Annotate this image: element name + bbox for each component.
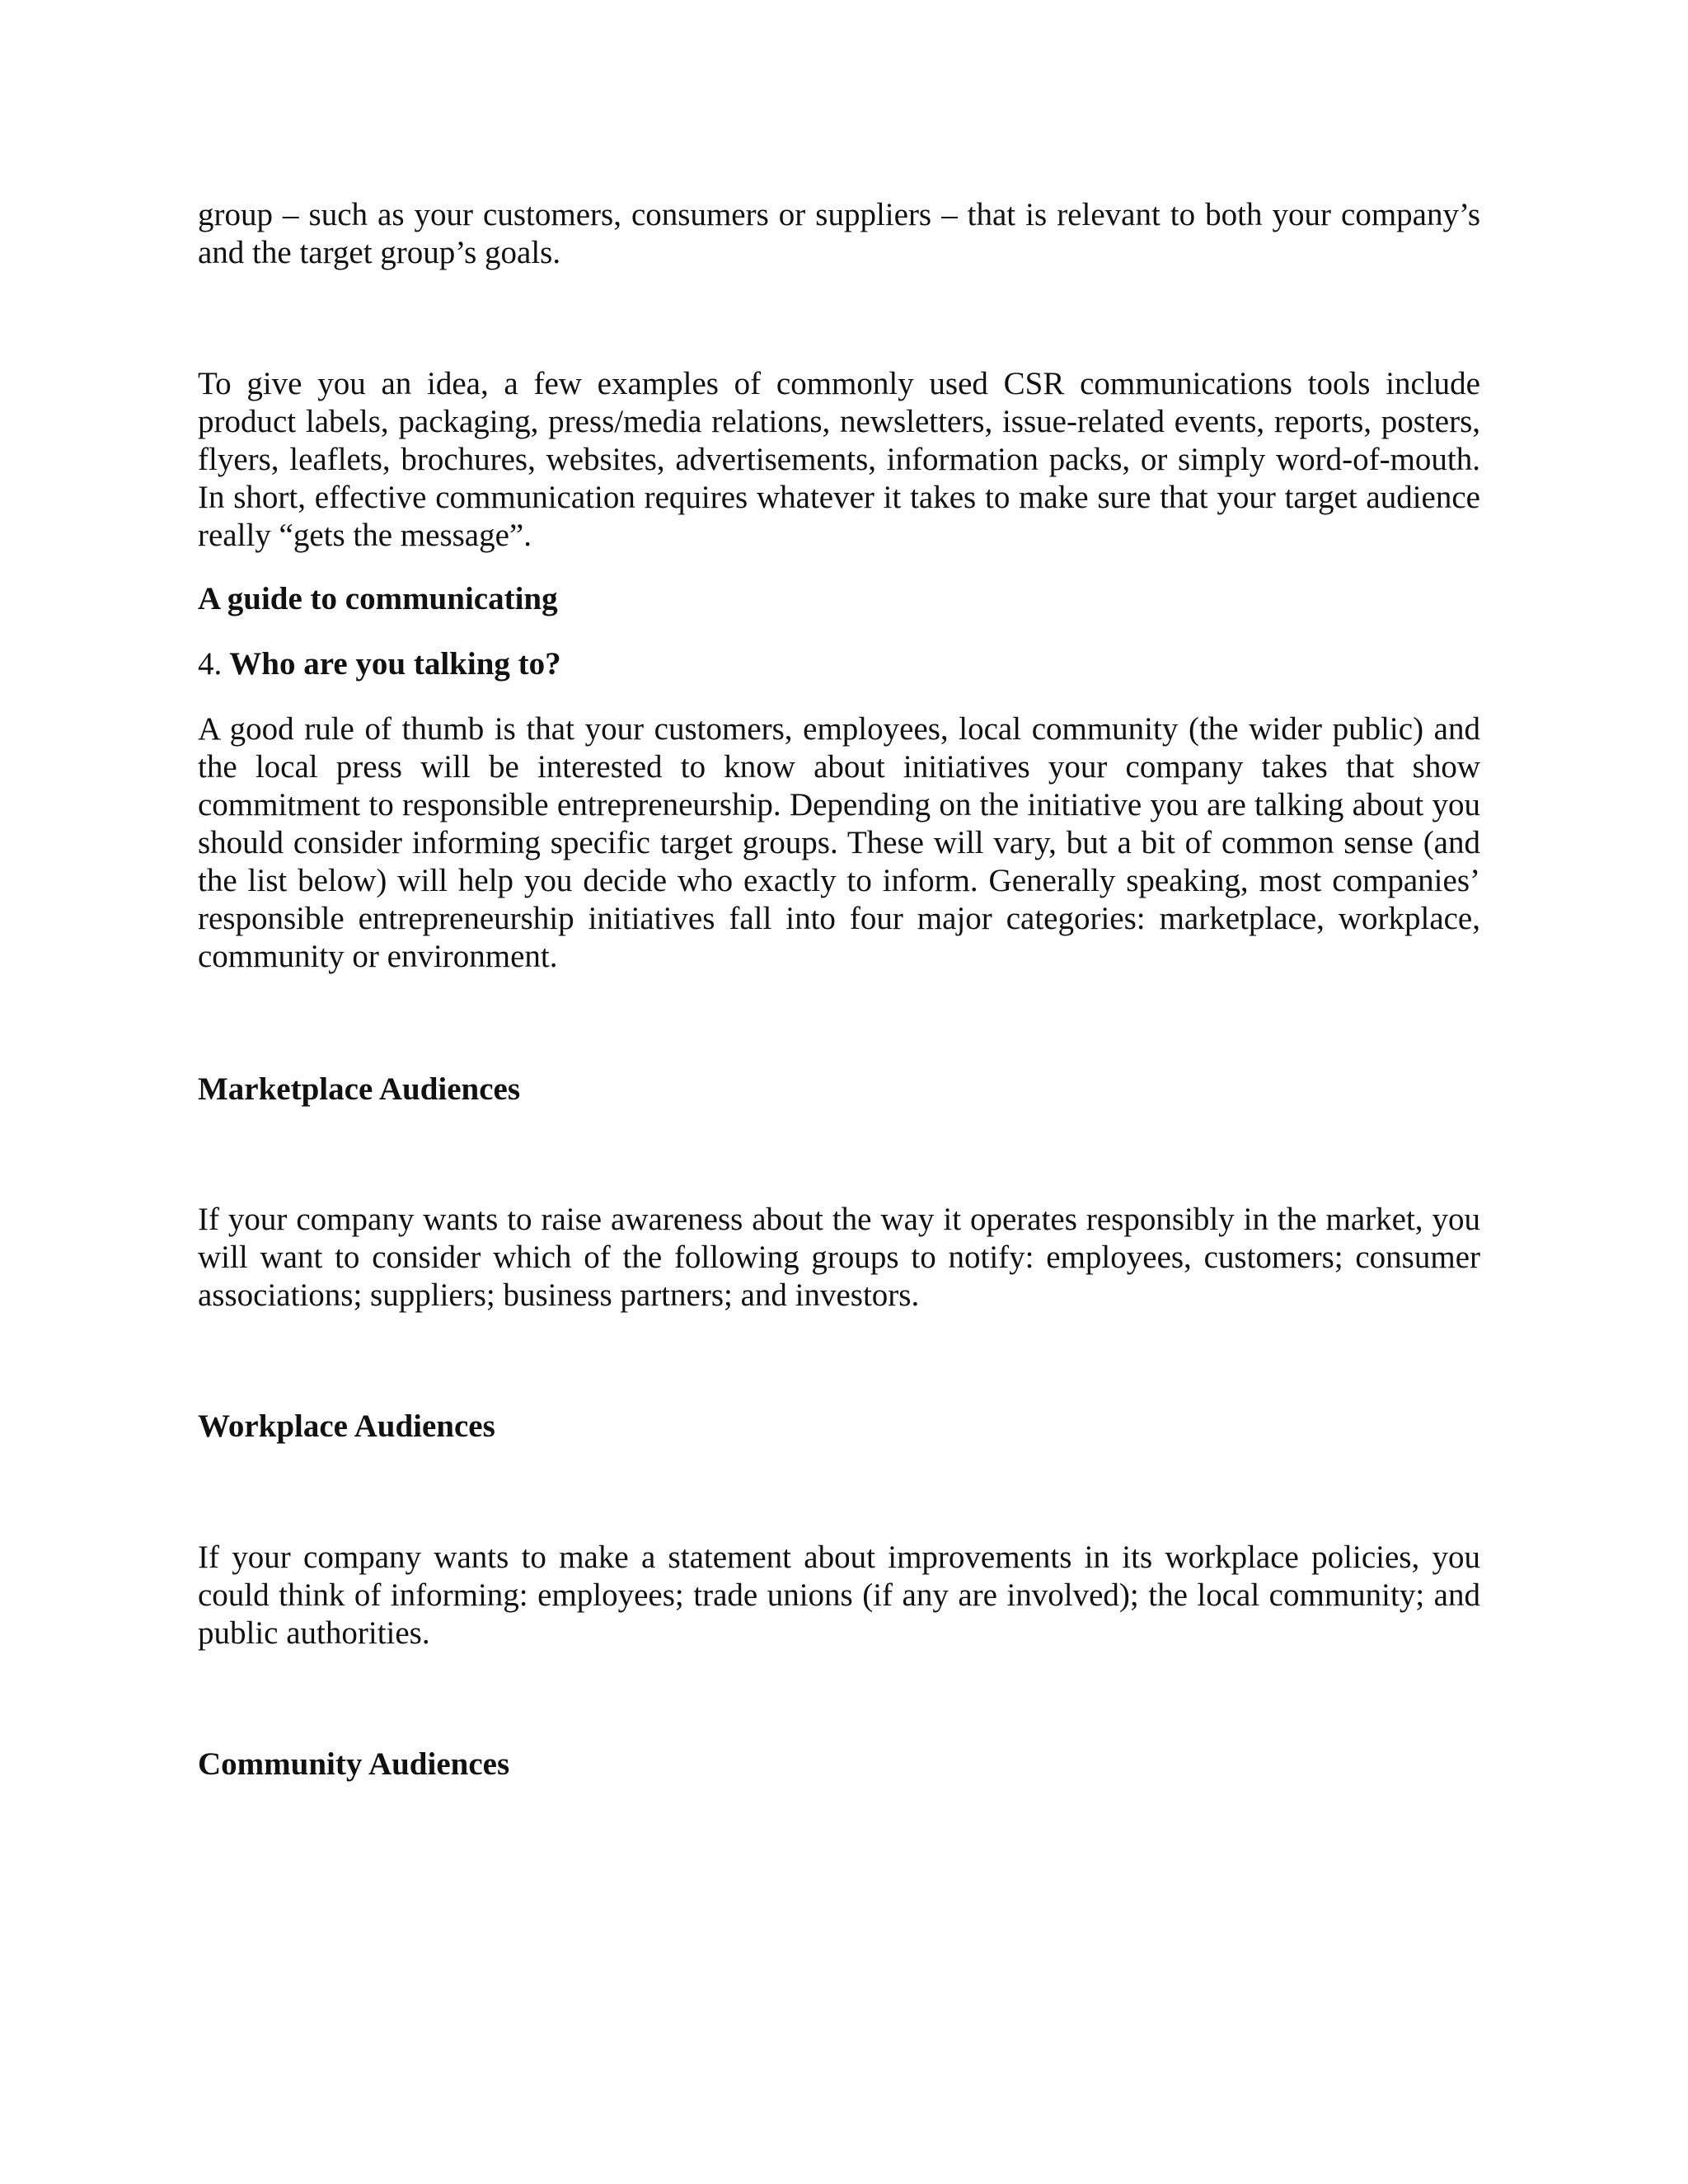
heading-community-audiences: Community Audiences	[198, 1746, 510, 1782]
paragraph-rule-of-thumb: A good rule of thumb is that your customers, employees, local community (the wider public) and the local press will be interested to know about initiatives your company takes that show commitment to responsible entrepreneurship. Depending on the initiative you are talking about you should consider informing specific target groups. These will vary, but a bit of common sense (and the list below) will help you decide who exactly to inform. Generally speaking, most companies’ responsible entrepreneurship initiatives fall into four major categories: marketplace, workplace, community or environment.	[198, 711, 1480, 974]
heading-workplace-audiences: Workplace Audiences	[198, 1408, 495, 1444]
section-number: 4.	[198, 646, 223, 682]
heading-marketplace-audiences: Marketplace Audiences	[198, 1071, 521, 1107]
paragraph-intro-continued: group – such as your customers, consumers or suppliers – that is relevant to both your company’s and the target group’s goals.	[198, 197, 1480, 270]
section-heading-who-are-you-talking-to	[198, 645, 1480, 683]
paragraph-workplace-audiences: If your company wants to make a statement about improvements in its workplace policies, you could think of informing: employees; trade unions (if any are involved); the local community; and public authorities.	[198, 1540, 1480, 1651]
heading-guide-to-communicating: A guide to communicating	[198, 581, 558, 616]
section-title: Who are you talking to?	[229, 646, 561, 682]
paragraph-marketplace-audiences: If your company wants to raise awareness about the way it operates responsibly in the market, you will want to consider which of the following groups to notify: employees, customers; consumer associations; suppliers; business partners; and investors.	[198, 1202, 1480, 1313]
paragraph-communication-tools: To give you an idea, a few examples of commonly used CSR communications tools include product labels, packaging, press/media relations, newsletters, issue-related events, reports, posters, flyers, leaflets, brochures, websites, advertisements, information packs, or simply word-of-mouth. In short, effective communication requires whatever it takes to make sure that your target audience really “gets the message”.	[198, 366, 1480, 553]
